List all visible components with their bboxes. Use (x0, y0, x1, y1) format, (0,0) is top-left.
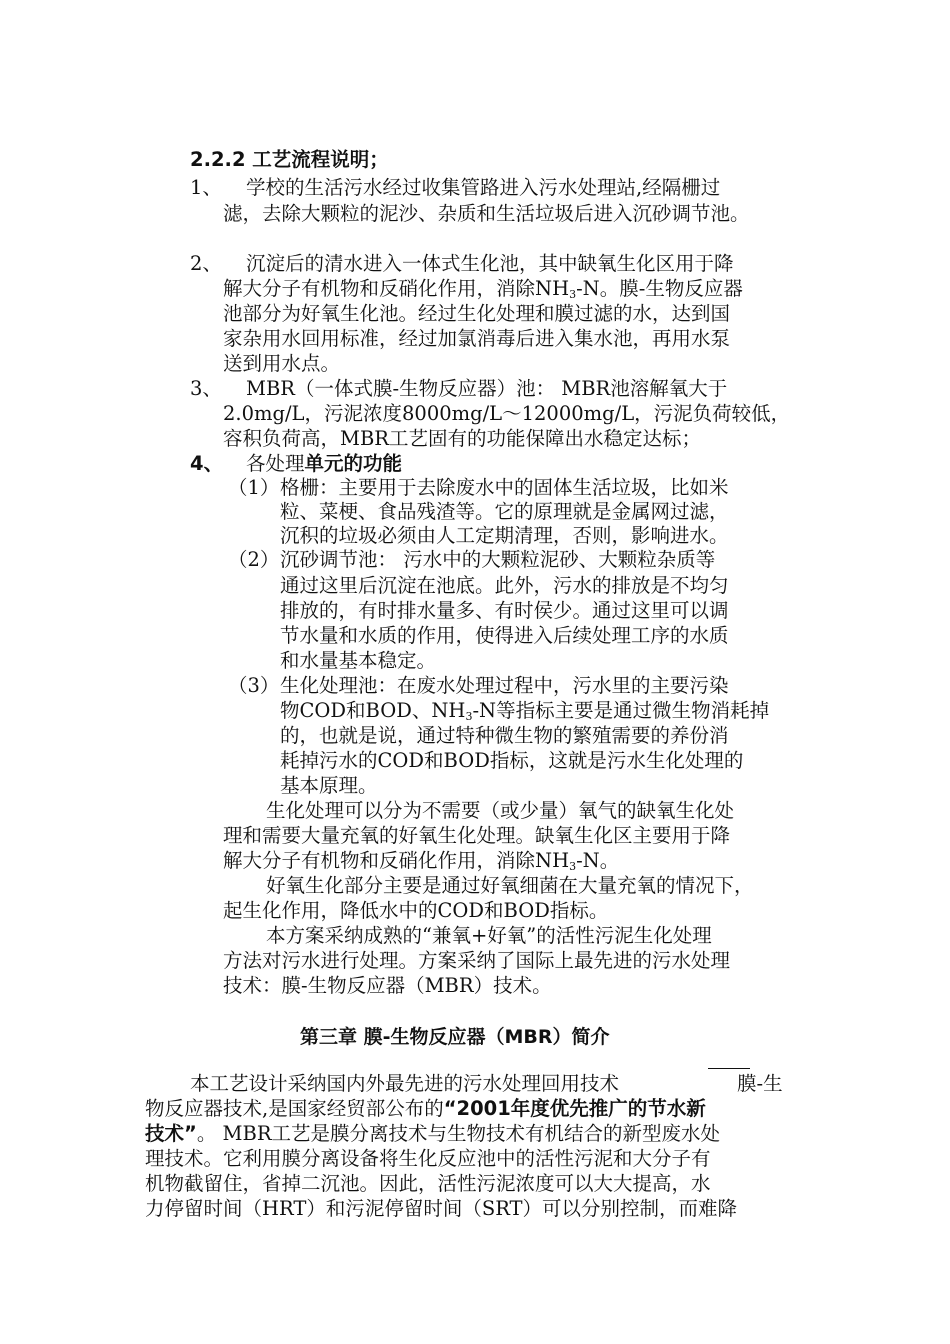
item-line: 家杂用水回用标准，经过加氯消毒后进入集水池，再用水泵 (223, 327, 731, 350)
sub-item-number: （1） (228, 476, 280, 499)
intro-line: 本工艺设计采纳国内外最先进的污水处理回用技术 (190, 1072, 620, 1095)
intro-line: 技术”。 MBR工艺是膜分离技术与生物技术有机结合的新型废水处 (145, 1122, 721, 1145)
intro-line: 力停留时间（HRT）和污泥停留时间（SRT）可以分别控制，而难降 (145, 1197, 738, 1220)
item-number: 2、 (190, 252, 222, 275)
sub-item-line: 格栅：主要用于去除废水中的固体生活垃圾，比如米 (280, 476, 729, 499)
item-line: 池部分为好氧生化池。经过生化处理和膜过滤的水，达到国 (223, 302, 731, 325)
item-line: 学校的生活污水经过收集管路进入污水处理站,经隔栅过 (246, 176, 721, 199)
paragraph-line: 方法对污水进行处理。方案采纳了国际上最先进的污水处理 (223, 949, 731, 972)
sub-item-line: 沉积的垃圾必须由人工定期清理，否则，影响进水。 (280, 524, 729, 547)
intro-line: 物反应器技术,是国家经贸部公布的“2001年度优先推广的节水新 (145, 1097, 706, 1120)
paragraph-line: 理和需要大量充氧的好氧生化处理。缺氧生化区主要用于降 (223, 824, 731, 847)
item-line: 送到用水点。 (223, 352, 341, 375)
item-line: 滤，去除大颗粒的泥沙、杂质和生活垃圾后进入沉砂调节池。 (223, 202, 750, 225)
sub-item-number: （3） (228, 674, 280, 697)
item-line: 沉淀后的清水进入一体式生化池，其中缺氧生化区用于降 (246, 252, 734, 275)
intro-line: 膜-生 (737, 1072, 783, 1095)
sub-item-line: 物COD和BOD、$NH_3-N$等指标主要是通过微生物消耗掉 (280, 699, 770, 723)
paragraph-line: 生化处理可以分为不需要（或少量）氧气的缺氧生化处 (266, 799, 735, 822)
sub-item-line: 粒、菜梗、食品残渣等。它的原理就是金属网过滤， (280, 500, 729, 523)
item-number: 1、 (190, 176, 222, 199)
sub-item-line: 沉砂调节池： 污水中的大颗粒泥砂、大颗粒杂质等 (280, 548, 716, 571)
item-line: MBR（一体式膜-生物反应器）池： MBR池溶解氧大于 (246, 377, 728, 400)
paragraph-line: 技术：膜-生物反应器（MBR）技术。 (223, 974, 552, 997)
item-line: 解大分子有机物和反硝化作用，消除$NH_3-N$。膜-生物反应器 (223, 277, 743, 301)
sub-item-line: 的，也就是说，通过特种微生物的繁殖需要的养份消 (280, 724, 729, 747)
dash-rule (708, 1068, 750, 1069)
sub-item-number: （2） (228, 548, 280, 571)
sub-item-line: 和水量基本稳定。 (280, 649, 437, 672)
intro-line: 理技术。它利用膜分离设备将生化反应池中的活性污泥和大分子有 (145, 1147, 711, 1170)
item-line: 各处理单元的功能 (246, 452, 403, 475)
item-line: 2.0mg/L，污泥浓度8000mg/L～12000mg/L，污泥负荷较低， (223, 402, 791, 425)
intro-line: 机物截留住，省掉二沉池。因此，活性污泥浓度可以大大提高，水 (145, 1172, 711, 1195)
sub-item-line: 耗掉污水的COD和BOD指标，这就是污水生化处理的 (280, 749, 744, 772)
section-heading: 2.2.2 工艺流程说明； (190, 148, 389, 171)
item-number: 4、 (190, 452, 224, 475)
item-number: 3、 (190, 377, 222, 400)
sub-item-line: 基本原理。 (280, 774, 378, 797)
chapter-title: 第三章 膜-生物反应器（MBR）简介 (300, 1026, 610, 1048)
sub-item-line: 节水量和水质的作用，使得进入后续处理工序的水质 (280, 624, 729, 647)
paragraph-line: 起生化作用，降低水中的COD和BOD指标。 (223, 899, 609, 922)
sub-item-line: 通过这里后沉淀在池底。此外，污水的排放是不均匀 (280, 574, 729, 597)
paragraph-line: 好氧生化部分主要是通过好氧细菌在大量充氧的情况下， (266, 874, 754, 897)
item-line: 容积负荷高，MBR工艺固有的功能保障出水稳定达标； (223, 427, 701, 450)
sub-item-line: 生化处理池：在废水处理过程中，污水里的主要污染 (280, 674, 729, 697)
paragraph-line: 本方案采纳成熟的“兼氧+好氧”的活性污泥生化处理 (266, 924, 712, 947)
sub-item-line: 排放的，有时排水量多、有时侯少。通过这里可以调 (280, 599, 729, 622)
paragraph-line: 解大分子有机物和反硝化作用，消除$NH_3-N$。 (223, 849, 620, 873)
